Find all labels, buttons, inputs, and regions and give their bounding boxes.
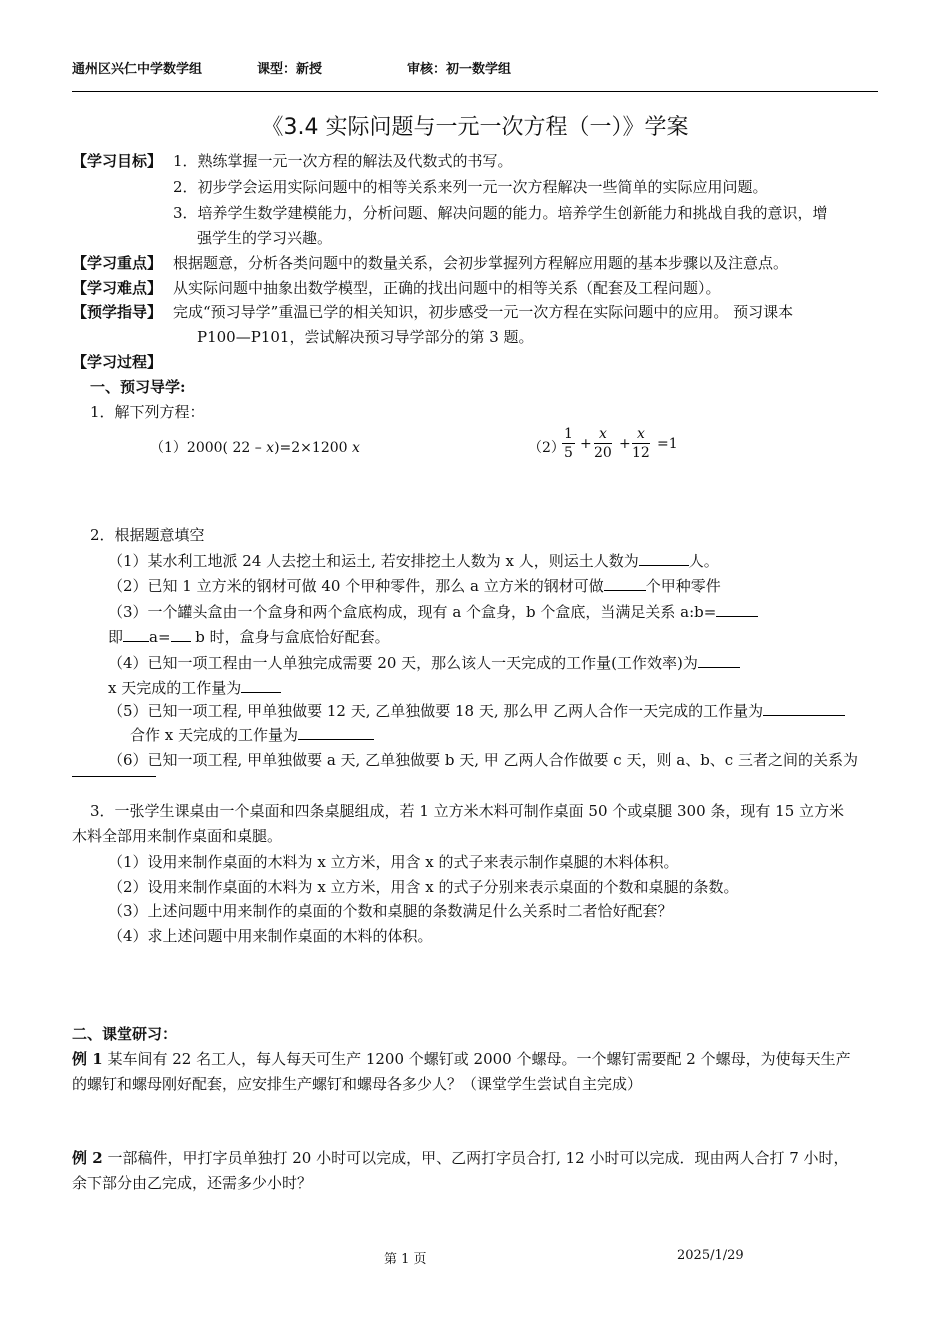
example-2: 例 2 一部稿件，甲打字员单独打 20 小时可以完成，甲、乙两打字员合打, 12 小时可以完成．现由两人合打 7 小时， xyxy=(72,1149,849,1167)
q3-stem: 3．一张学生课桌由一个桌面和四条桌腿组成，若 1 立方米木料可制作桌面 50 个或桌腿 300 条，现有 15 立方米 xyxy=(90,802,845,820)
q2-sub-3: （3）一个罐头盒由一个盒身和两个盒底构成，现有 a 个盒身，b 个盒底，当满足关系 a:b= xyxy=(108,601,758,622)
objective-1: 1．熟练掌握一元一次方程的解法及代数式的书写。 xyxy=(173,152,513,170)
answer-blank[interactable] xyxy=(298,725,374,740)
equation-rhs: =1 xyxy=(657,436,678,452)
process-label: 【学习过程】 xyxy=(72,353,163,371)
guide-text-cont: P100—P101，尝试解决预习导学部分的第 3 题。 xyxy=(197,328,534,346)
keypoint-text: 根据题意，分析各类问题中的数量关系，会初步掌握列方程解应用题的基本步骤以及注意点。 xyxy=(173,254,789,272)
objectives-label: 【学习目标】 xyxy=(72,152,163,170)
header-divider xyxy=(72,91,878,92)
page-title: 《3.4 实际问题与一元一次方程（一）》学案 xyxy=(261,115,689,140)
q3-part-3: （3）上述问题中用来制作的桌面的个数和桌腿的条数满足什么关系时二者恰好配套？ xyxy=(108,902,673,920)
answer-blank[interactable] xyxy=(72,776,156,777)
objective-3-cont: 强学生的学习兴趣。 xyxy=(197,229,333,247)
objective-3: 3．培养学生数学建模能力，分析问题、解决问题的能力。培养学生创新能力和挑战自我的意识，增 xyxy=(173,204,828,222)
objective-2: 2．初步学会运用实际问题中的相等关系来列一元一次方程解决一些简单的实际应用问题。 xyxy=(173,178,768,196)
header-school: 通州区兴仁中学数学组 xyxy=(72,62,203,77)
q1-equation-1: （1）2000( 22 – x)=2×1200 x xyxy=(150,440,360,456)
q1-equation-2-label: （2） xyxy=(528,440,565,456)
difficulty-label: 【学习难点】 xyxy=(72,279,163,297)
answer-blank[interactable] xyxy=(698,653,740,668)
fraction-x-12: $\frac{x}{12}$ xyxy=(632,426,650,461)
answer-blank[interactable] xyxy=(171,627,191,642)
section-class-study: 二、课堂研习： xyxy=(72,1025,178,1043)
q2-sub-6: （6）已知一项工程, 甲单独做要 a 天, 乙单独做要 b 天, 甲 乙两人合作做要 c 天，则 a、b、c 三者之间的关系为 xyxy=(108,751,858,769)
q3-stem-cont: 木料全部用来制作桌面和桌腿。 xyxy=(72,827,283,845)
plus-sign: + xyxy=(580,436,592,452)
guide-label: 【预学指导】 xyxy=(72,303,163,321)
example-1: 例 1 某车间有 22 名工人，每人每天可生产 1200 个螺钉或 2000 个螺母。一个螺钉需要配 2 个螺母，为使每天生产 xyxy=(72,1050,851,1068)
q2-sub-4: （4）已知一项工程由一人单独完成需要 20 天，那么该人一天完成的工作量(工作效率)为 xyxy=(108,652,740,673)
example-2-cont: 余下部分由乙完成，还需多少小时？ xyxy=(72,1174,313,1192)
fraction-x-20: $\frac{x}{20}$ xyxy=(594,426,612,461)
q2-sub-3-cont: 即 a= b 时，盒身与盒底恰好配套。 xyxy=(108,628,390,646)
answer-blank[interactable] xyxy=(763,701,845,716)
q2-sub-1: （1）某水利工地派 24 人去挖土和运土, 若安排挖土人数为 x 人，则运土人数为 人。 xyxy=(108,552,719,570)
q3-part-4: （4）求上述问题中用来制作桌面的木料的体积。 xyxy=(108,927,433,945)
q1-stem: 1．解下列方程： xyxy=(90,403,205,421)
q2-sub-5: （5）已知一项工程, 甲单独做要 12 天, 乙单独做要 18 天, 那么甲 乙两人合作一天完成的工作量为 xyxy=(108,700,845,721)
q3-part-2: （2）设用来制作桌面的木料为 x 立方米，用含 x 的式子分别来表示桌面的个数和桌腿的条数。 xyxy=(108,878,739,896)
q2-sub-4-cont: x 天完成的工作量为 xyxy=(108,677,281,698)
q3-part-1: （1）设用来制作桌面的木料为 x 立方米，用含 x 的式子来表示制作桌腿的木料体积。 xyxy=(108,853,679,871)
fraction-1-5: $\frac{1}{5}$ xyxy=(564,426,573,461)
section-preview: 一、预习导学: xyxy=(90,378,186,396)
keypoint-label: 【学习重点】 xyxy=(72,254,163,272)
answer-blank[interactable] xyxy=(241,678,281,693)
example-1-cont: 的螺钉和螺母刚好配套，应安排生产螺钉和螺母各多少人？（课堂学生尝试自主完成） xyxy=(72,1075,643,1093)
answer-blank[interactable] xyxy=(639,551,689,566)
answer-blank[interactable] xyxy=(604,576,646,591)
header-lesson-type: 课型：新授 xyxy=(257,62,323,77)
q2-stem: 2．根据题意填空 xyxy=(90,526,205,544)
q2-sub-2: （2）已知 1 立方米的钢材可做 40 个甲种零件，那么 a 立方米的钢材可做 个甲种零件 xyxy=(108,577,721,595)
q2-sub-5-cont: 合作 x 天完成的工作量为 xyxy=(130,724,374,745)
footer-date: 2025/1/29 xyxy=(677,1248,744,1263)
answer-blank[interactable] xyxy=(716,602,758,617)
answer-blank[interactable] xyxy=(123,627,149,642)
plus-sign: + xyxy=(619,436,631,452)
header-review: 审核：初一数学组 xyxy=(407,62,512,77)
page-number: 第 1 页 xyxy=(384,1252,427,1267)
difficulty-text: 从实际问题中抽象出数学模型，正确的找出问题中的相等关系（配套及工程问题）。 xyxy=(173,279,721,297)
guide-text: 完成“预习导学”重温已学的相关知识，初步感受一元一次方程在实际问题中的应用。 预习课本 xyxy=(173,303,794,321)
